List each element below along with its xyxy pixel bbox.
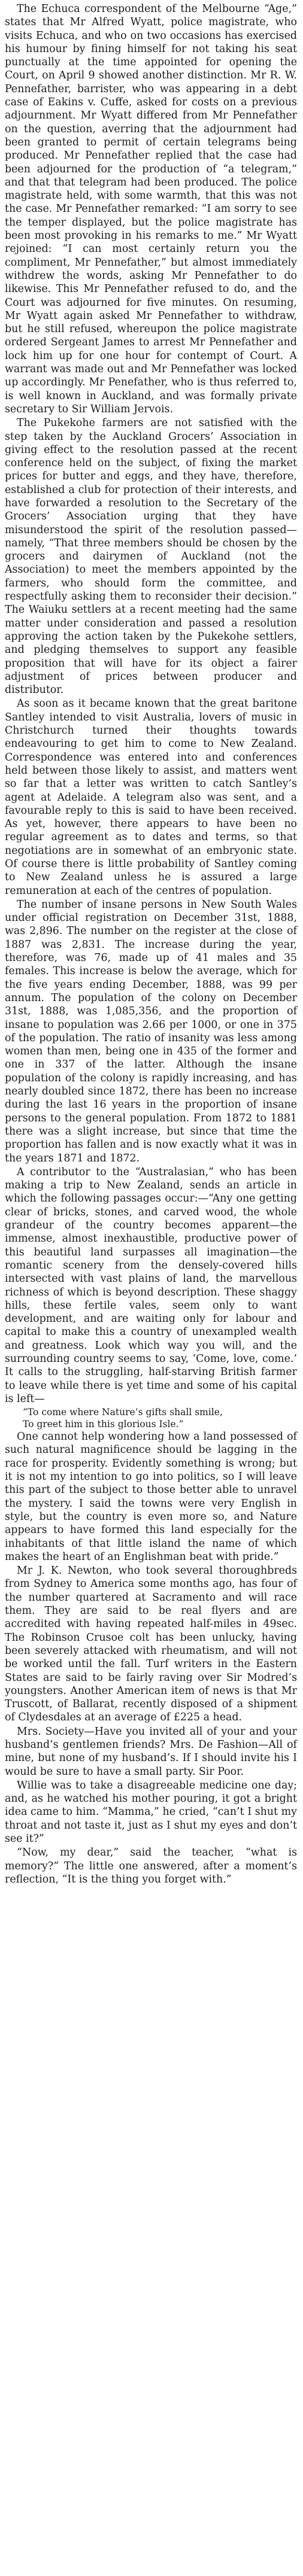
paragraph-new-zealand-trip: A contributor to the “Australasian,” who has been making a trip to New Zealand, sends an article in which the following passages occur:—“Any one getting clear of bricks, stones, and carved wood, the whole grandeur of the country becomes apparent—the immense, almost inexhaustible, productive power of this beautiful land surpasses all imagination—the romantic scenery from the densely-covered hills intersected with vast plains of land, the marvellous richness of which is beyond description. These shaggy hills, these fertile vales, seem only to want development, and are waiting only for labour and capital to make this a country of unexampled wealth and greatness. Look which way you will, and the surrounding country seems to say, ‘Come, love, come.’ It calls to the struggling, half-starving British farmer to leave while there is yet time and some of his capital is left—	[5, 1166, 297, 1405]
paragraph-thoroughbreds: Mr J. K. Newton, who took several thoroughbreds from Sydney to America some months ago, has four of the number quartered at Sacramento and will race them. They are said to be real flyers and are accredited with having repeated half-miles in 49sec. The Robinson Crusoe colt has been unlucky, having been severely attacked with rheumatism, and will not be worked until the fall. Turf writers in the Eastern States are said to be fairly raving over Sir Modred’s youngsters. Another American item of news is that Mr Truscott, of Ballarat, recently disposed of a shipment of Clydesdales at an average of £225 a head.	[5, 1565, 297, 1724]
verse-line-2: To greet him in this glorious Isle.”	[23, 1419, 184, 1430]
paragraph-echuca-magistrate: The Echuca correspondent of the Melbourne “Age,” states that Mr Alfred Wyatt, police magistrate, who visits Echuca, and who on two occasions has exercised his humour by fining himself for not taking his seat punctually at the time appointed for opening the Court, on April 9 showed another distinction. Mr R. W. Pennefather, barrister, who was appearing in a debt case of Eakins v. Cuffe, asked for costs on a previous adjournment. Mr Wyatt differed from Mr Pennefather on the question, averring that the adjournment had been granted to permit of certain telegrams being produced. Mr Pennefather replied that the case had been adjourned for the production of “a telegram,” and that that telegram had been produced. The police magistrate held, with some warmth, that this was not the case. Mr Pennefather remarked: “I am sorry to see the temper displayed, but the police magistrate has been most provoking in his remarks to me.” Mr Wyatt rejoined: “I can most certainly return you the compliment, Mr Pennefather,” but almost immediately withdrew the words, asking Mr Pennefather to do likewise. This Mr Pennefather refused to do, and the Court was adjourned for five minutes. On resuming, Mr Wyatt again asked Mr Pennefather to withdraw, but he still refused, whereupon the police magistrate ordered Sergeant James to arrest Mr Pennefather and lock him up for one hour for contempt of Court. A warrant was made out and Mr Pennefather was locked up accordingly. Mr Penefather, who is thus referred to, is well known in Auckland, and was formally private secretary to Sir William Jervois.	[5, 3, 297, 415]
paragraph-insane-statistics: The number of insane persons in New South Wales under official registration on December 31st, 1888, was 2,896. The number on the register at the close of 1887 was 2,831. The increase during the year, therefore, was 76, made up of 41 males and 35 females. This increase is below the average, which for the five years ending December, 1888, was 99 per annum. The population of the colony on December 31st, 1888, was 1,085,356, and the proportion of insane to population was 2.66 per 1000, or one in 375 of the population. The ratio of insanity was less among women than men, being one in 435 of the former and one in 337 of the latter. Although the insane population of the colony is rapidly increasing, and has nearly doubled since 1872, there has been no increase during the last 16 years in the proportion of insane persons to the general population. From 1872 to 1881 there was a slight increase, but since that time the proportion has fallen and is now exactly what it was in the years 1871 and 1872.	[5, 898, 297, 1164]
paragraph-pukekohe-farmers: The Pukekohe farmers are not satisfied with the step taken by the Auckland Grocers’ Association in giving effect to the resolution passed at the recent conference held on the subject, of fixing the market prices for butter and eggs, and they have, therefore, established a club for protection of their interests, and have forwarded a resolution to the Secretary of the Grocers’ Association urging that they have misunderstood the spirit of the resolution passed—namely, “That three members should be chosen by the grocers and dairymen of Auckland (not the Association) to meet the members appointed by the farmers, who should form the committee, and respectfully asking them to reconsider their decision.” The Waiuku settlers at a recent meeting had the same matter under consideration and passed a resolution approving the action taken by the Pukekohe settlers, and pledging themselves to support any feasible proposition that will have for its object a fairer adjustment of prices between producer and distributor.	[5, 417, 297, 697]
paragraph-willie-medicine: Willie was to take a disagreeable medicine one day; and, as he watched his mother pouring, it got a bright idea came to him. “Mamma,” he cried, “can’t I shut my throat and not taste it, just as I shut my eyes and don’t see it?”	[5, 1779, 297, 1845]
paragraph-santley-visit: As soon as it became known that the great baritone Santley intended to visit Australia, lovers of music in Christchurch turned their thoughts towards endeavouring to get him to come to New Zealand. Correspondence was entered into and conferences held between those likely to assist, and matters went so far that a letter was written to catch Santley’s agent at Adelaide. A telegram also was sent, and a favourable reply to this is said to have been received. As yet, however, there appears to have been no regular agreement as to dates and terms, so that negotiations are in somewhat of an embryonic state. Of course there is little probability of Santley coming to New Zealand unless he is assured a large remuneration at each of the centres of population.	[5, 698, 297, 897]
paragraph-mrs-society: Mrs. Society—Have you invited all of your and your husband’s gentlemen friends? Mrs. De Fashion—All of mine, but none of my husband’s. If I should invite his I would be sure to have a small party. Sir Poor.	[5, 1725, 297, 1778]
paragraph-memory: “Now, my dear,” said the teacher, “what is memory?” The little one answered, after a moment’s reflection, “It is the thing you forget with.”	[5, 1847, 297, 1885]
verse-line-1: “To come where Nature’s gifts shall smile,	[23, 1407, 223, 1418]
paragraph-lagging-prosperity: One cannot help wondering how a land possessed of such natural magnificence should be lagging in the race for prosperity. Evidently something is wrong; but it is not my intention to go into politics, so I will leave this part of the subject to those better able to unravel the mystery. I said the towns were very English in style, but the country is even more so, and Nature appears to have formed this land especially for the inhabitants of that little island the name of which makes the heart of an Englishman beat with pride.”	[5, 1431, 297, 1563]
